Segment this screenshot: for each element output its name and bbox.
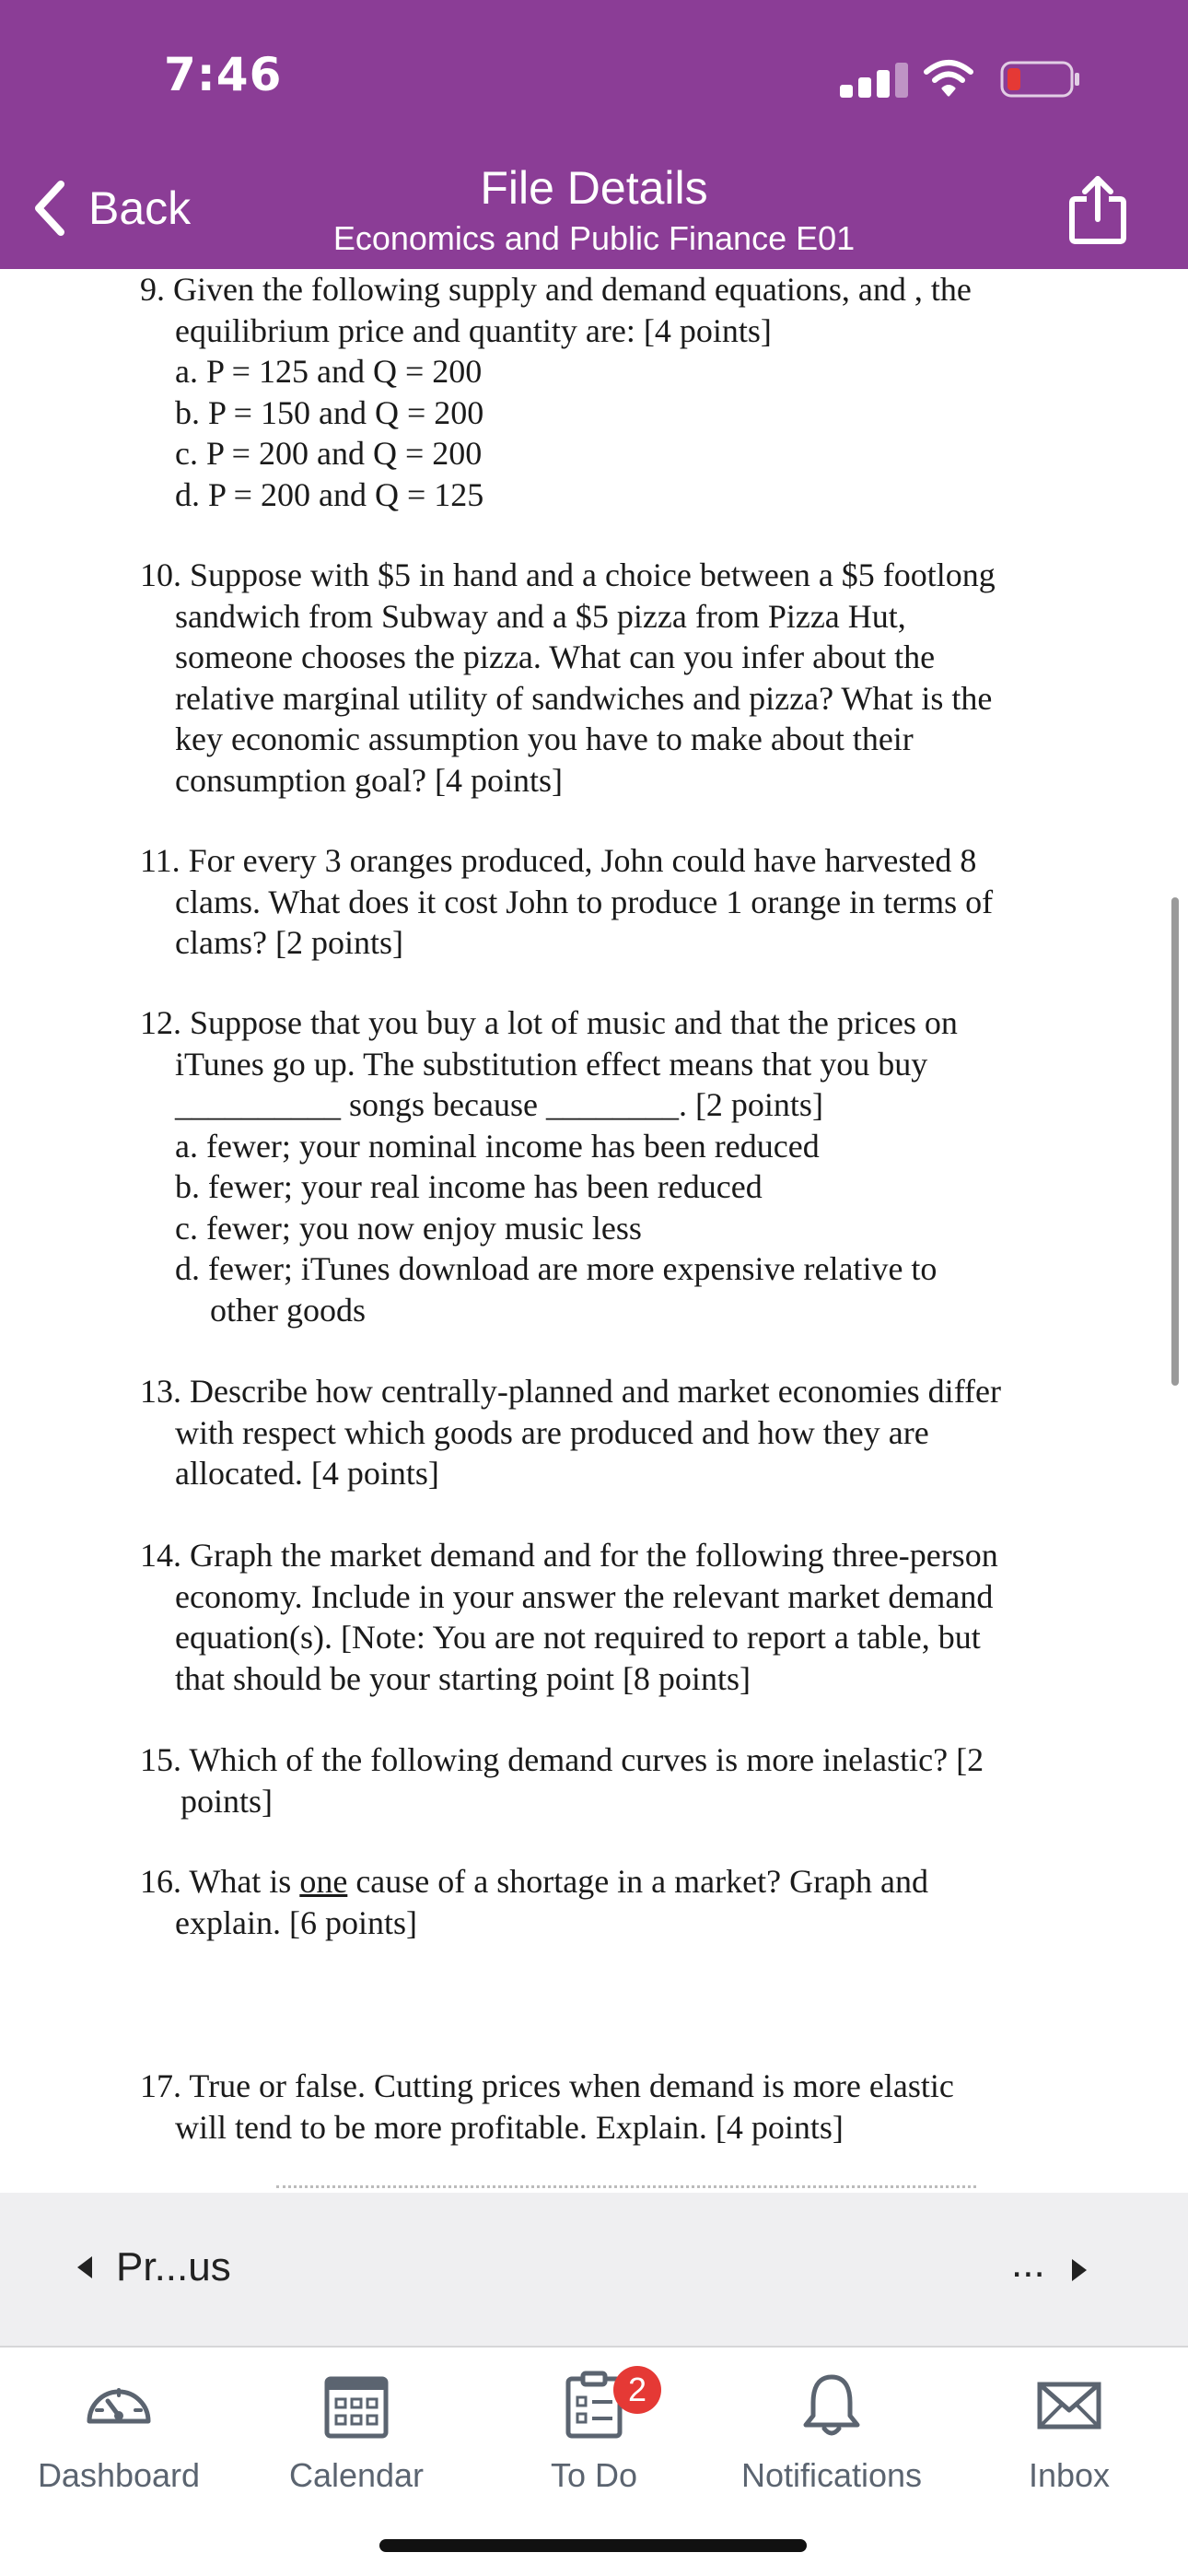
question-line: points] [181,1782,274,1820]
answer-option: other goods [210,1291,366,1329]
signal-bar-1 [840,85,853,98]
question-line: iTunes go up. The substitution effect means that you buy [175,1045,928,1083]
status-icons [838,57,1096,103]
question-13 [140,1371,1061,1494]
share-icon[interactable] [1065,173,1131,247]
question-line: 10. Suppose with $5 in hand and a choice between a $5 footlong [140,556,996,593]
file-pager [0,2193,1188,2348]
dashboard-icon [82,2368,156,2441]
signal-bar-4 [895,63,908,98]
tab-label: To Do [550,2456,638,2494]
calendar-icon [320,2368,393,2441]
question-line: 9. Given the following supply and demand equations, and , the [140,271,972,308]
answer-option: d. P = 200 and Q = 125 [175,475,484,513]
question-line: 14. Graph the market demand and for the following three-person [140,1537,998,1574]
answer-option: b. P = 150 and Q = 200 [175,393,484,431]
question-line: __________ songs because ________. [2 points] [175,1086,823,1123]
next-question-fragment [276,2185,976,2192]
question-line: sandwich from Subway and a $5 pizza from Pizza Hut, [175,597,906,635]
previous-file-label: Pr...us [116,2244,231,2289]
tab-calendar[interactable] [238,2357,475,2513]
tab-notifications[interactable] [713,2357,950,2513]
battery-icon [1000,61,1083,98]
bell-icon [795,2368,868,2441]
home-indicator[interactable] [379,2539,807,2552]
page-subtitle: Economics and Public Finance E01 [332,219,856,257]
status-time: 7:46 [164,48,283,101]
signal-bar-2 [858,77,871,98]
triangle-right-icon[interactable] [1072,2259,1087,2281]
question-line: consumption goal? [4 points] [175,761,563,799]
question-12 [140,1002,1061,1330]
question-line: 17. True or false. Cutting prices when demand is more elastic [140,2067,954,2104]
back-label: Back [88,182,192,234]
tab-label: Calendar [288,2456,425,2494]
question-line: equilibrium price and quantity are: [4 points] [175,311,772,349]
emphasis-text: one [299,1863,348,1900]
question-line: 13. Describe how centrally-planned and market economies differ [140,1373,1001,1410]
question-line: equation(s). [Note: You are not required to report a table, but [175,1619,981,1656]
tab-label: Dashboard [37,2456,201,2494]
wifi-icon [923,59,974,98]
tab-dashboard[interactable] [0,2357,238,2513]
answer-option: b. fewer; your real income has been reduced [175,1168,763,1205]
question-line: someone chooses the pizza. What can you infer about the [175,638,936,675]
question-line: will tend to be more profitable. Explain. [4 points] [175,2108,844,2146]
question-line: 11. For every 3 oranges produced, John could have harvested 8 [140,842,977,879]
answer-option: d. fewer; iTunes download are more expensive relative to [175,1250,938,1287]
question-15 [140,1739,1061,1821]
question-line: explain. [6 points] [175,1903,417,1941]
document-viewer[interactable] [0,269,1188,2193]
question-9 [140,269,1061,515]
question-text: cause of a shortage in a market? Graph and [347,1863,929,1900]
question-14 [140,1535,1061,1699]
question-line: allocated. [4 points] [175,1455,439,1492]
scrollbar[interactable] [1171,897,1179,1386]
question-line: 15. Which of the following demand curves is more inelastic? [2 [140,1741,984,1778]
question-line: relative marginal utility of sandwiches and pizza? What is the [175,679,993,717]
answer-option: a. P = 125 and Q = 200 [175,353,483,390]
mail-icon [1032,2368,1106,2441]
app-header [0,0,1188,269]
question-line: with respect which goods are produced and how they are [175,1413,929,1451]
next-file-label[interactable]: ... [1011,2241,1045,2286]
tab-label: Notifications [740,2456,923,2494]
answer-option: a. fewer; your nominal income has been reduced [175,1127,820,1165]
tab-label: Inbox [1028,2456,1111,2494]
question-line [140,1861,1061,1903]
page-title: File Details [480,162,708,214]
question-line: economy. Include in your answer the relevant market demand [175,1577,994,1615]
question-line: key economic assumption you have to make about their [175,720,914,757]
tab-inbox[interactable] [950,2357,1188,2513]
answer-option: c. fewer; you now enjoy music less [175,1209,642,1247]
previous-file-button[interactable] [77,2244,231,2290]
question-line: that should be your starting point [8 points] [175,1659,751,1697]
question-17 [140,2066,1061,2148]
question-text: 16. What is [140,1863,300,1900]
tab-todo[interactable] [475,2357,713,2513]
answer-option: c. P = 200 and Q = 200 [175,435,483,472]
triangle-left-icon [77,2256,92,2278]
question-11 [140,840,1061,964]
question-line: clams. What does it cost John to produce 1 orange in terms of [175,883,994,920]
question-line: 12. Suppose that you buy a lot of music and that the prices on [140,1004,958,1041]
signal-bar-3 [877,70,890,98]
question-10 [140,555,1061,801]
question-line: clams? [2 points] [175,924,403,961]
question-16 [140,1861,1061,1943]
todo-badge: 2 [613,2366,661,2414]
